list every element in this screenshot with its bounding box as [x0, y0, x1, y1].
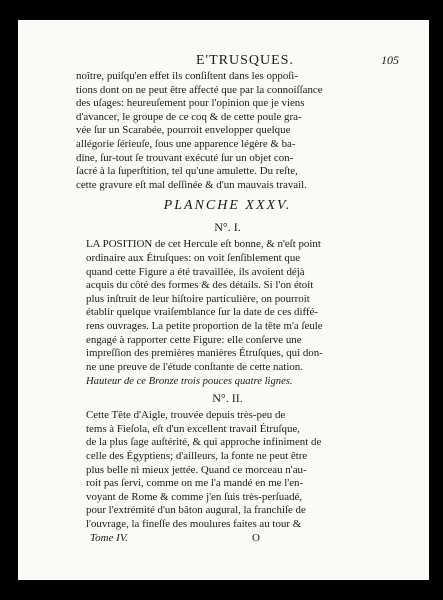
volume-label: Tome IV. — [90, 531, 128, 544]
section-heading-2: N°. II. — [212, 391, 243, 406]
text-line: ne une preuve de l'étude conſtante de cette nation. — [86, 360, 303, 373]
text-line: impreſſion des premières manières Étruſques, qui don- — [86, 347, 323, 360]
text-line: tems à Fieſola, eſt d'un excellent travail Étruſque, — [86, 422, 300, 435]
text-line: vée ſur un Scarabée, pourroit envelopper quelque — [76, 124, 291, 137]
dimension-note: Hauteur de ce Bronze trois pouces quatre lignes. — [86, 376, 293, 388]
text-line: ordinaire aux Étruſques: on voit ſenſiblement que — [86, 251, 301, 264]
page-number: 105 — [381, 53, 399, 67]
running-title: E'TRUSQUES. — [196, 53, 294, 68]
text-line: de la plus ſage auſtérité, & qui approche infiniment de — [86, 436, 322, 449]
page-header — [76, 20, 399, 70]
page-footer — [76, 532, 379, 548]
text-line: acquis du côté des formes & des détails. Si l'on étoit — [86, 279, 314, 292]
intro-paragraph — [76, 70, 379, 192]
text-line: pour l'extrémité d'un bâton augural, la franchiſe de — [86, 504, 306, 517]
text-line: noître, puiſqu'en effet ils conſiſtent dans les oppoſi- — [76, 70, 298, 82]
text-line: établir quelque vraiſemblance ſur la date de ces diffé- — [86, 306, 319, 319]
text-line: voyant de Rome & comme j'en ſuis très-perſuadé, — [86, 490, 303, 503]
text-line: plus belle ni mieux jettée. Quand ce morceau n'au- — [86, 463, 307, 476]
text-line: engagé à rapporter cette Figure: elle conſerve une — [86, 333, 302, 346]
text-line: cette gravure eſt mal deſſinée & d'un mauvais travail. — [76, 178, 307, 191]
text-line: d'avancer, le groupe de ce coq & de cette poule gra- — [76, 110, 302, 123]
text-line: plus inſtruit de leur hiſtoire particulière, on pourroit — [86, 292, 310, 305]
text-line: tions dont on ne peut être affecté que par la connoiſſance — [76, 83, 323, 96]
text-line: celle des Égyptiens; d'ailleurs, la fonte ne peut être — [86, 450, 308, 463]
section-1-paragraph — [76, 238, 379, 374]
book-page — [18, 20, 429, 580]
text-line: LA POSITION de cet Hercule eſt bonne, & n'eſt point — [86, 238, 321, 251]
signature-mark: O — [252, 531, 260, 544]
text-line: rens ouvrages. La petite proportion de la tête m'a ſeule — [86, 319, 323, 332]
page-content — [76, 20, 399, 548]
text-line: dine, ſur-tout ſe trouvant exécuté ſur un objet con- — [76, 151, 294, 164]
text-line: l'ouvrage, la fineſſe des moulures faites au tour & — [86, 518, 302, 531]
text-line: roit pas ſervi, comme on me l'a mandé en me l'en- — [86, 477, 304, 490]
section-heading-1: N°. I. — [214, 220, 241, 235]
section-2-paragraph — [76, 409, 379, 531]
text-line: des uſages: heureuſement pour l'opinion que je viens — [76, 97, 305, 110]
text-line: ſacré à la ſuperſtition, tel qu'une amulette. Du reſte, — [76, 165, 298, 178]
text-line: Cette Tête d'Aigle, trouvée depuis très-peu de — [86, 409, 286, 422]
text-line: quand cette Figure a été travaillée, ils avoient déjà — [86, 265, 305, 278]
plate-title: PLANCHE XXXV. — [163, 198, 292, 214]
text-line: allégorie ſérieuſe, ſous une apparence légère & ba- — [76, 137, 296, 150]
